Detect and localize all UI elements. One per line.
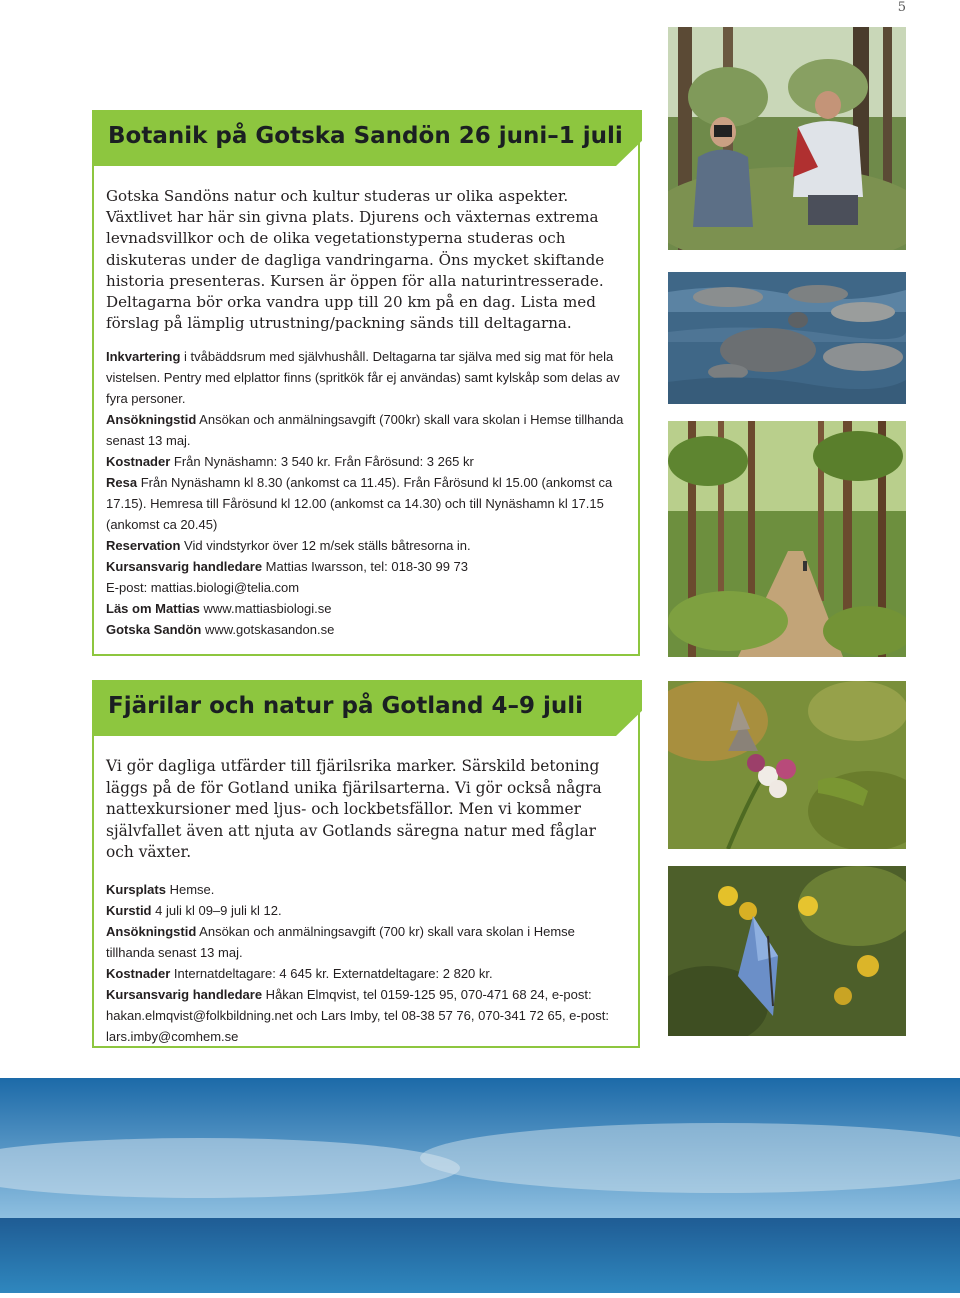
fact-label: Gotska Sandön xyxy=(106,622,202,638)
course-title: Fjärilar och natur på Gotland 4–9 juli xyxy=(108,693,583,719)
course-card-botanik xyxy=(92,110,640,656)
fact-label: Kursplats xyxy=(106,881,166,897)
website-link[interactable]: www.gotskasandon.se xyxy=(201,622,335,638)
fact-text: Från Nynäshamn: 3 540 kr. Från Fårösund: 3 265 kr xyxy=(170,454,474,470)
fact-ansokningstid xyxy=(106,921,624,963)
fact-label: Kursansvarig handledare xyxy=(106,986,263,1002)
email-link[interactable]: E-post: mattias.biologi@telia.com xyxy=(106,580,300,596)
course-body xyxy=(106,186,624,640)
photo-seals xyxy=(668,272,906,404)
fact-text: Från Nynäshamn kl 8.30 (ankomst ca 11.45). Från Fårösund kl 15.00 (ankomst ca 17.15). Hemresa till Fårösund kl 12.00 (ankomst ca 14.30) och till Nynäshamn kl 17.15 (ankomst ca 20.45) xyxy=(106,475,613,533)
course-intro: Vi gör dagliga utfärder till fjärilsrika marker. Särskild betoning läggs på de för Gotland unika fjärilsarterna. Vi gör också några nattexkursioner med ljus- och lockbetsfällor. Men vi kommer självfallet även att njuta av Gotlands säregna natur med fåglar och växter. xyxy=(106,757,602,861)
fact-kostnader xyxy=(106,963,624,984)
fact-text: Internatdeltagare: 4 645 kr. Externatdeltagare: 2 820 kr. xyxy=(170,965,493,981)
fact-label: Inkvartering xyxy=(106,349,181,365)
photo-blue-butterfly xyxy=(668,866,906,1036)
fact-text: Mattias Iwarsson, tel: 018-30 99 73 xyxy=(262,559,469,575)
fact-text: Håkan Elmqvist, tel 0159-125 95, 070-471 68 24, e-post: hakan.elmqvist@folkbildning.net och Lars Imby, tel 08-38 57 76, 070-341 72 65, e-post: lars.imby@comhem.se xyxy=(106,986,609,1044)
fact-label: Ansökningstid xyxy=(106,923,197,939)
website-link[interactable]: www.mattiasbiologi.se xyxy=(199,601,332,617)
fact-text: 4 juli kl 09–9 juli kl 12. xyxy=(151,902,282,918)
fact-text: Ansökan och anmälningsavgift (700 kr) skall vara skolan i Hemse tillhanda senast 13 maj. xyxy=(106,923,575,960)
sea-photo xyxy=(0,1078,960,1293)
fact-label: Läs om Mattias xyxy=(106,601,200,617)
photo-forest-people xyxy=(668,27,906,250)
fact-label: Resa xyxy=(106,475,138,491)
course-title: Botanik på Gotska Sandön 26 juni–1 juli xyxy=(108,123,623,149)
fact-label: Kostnader xyxy=(106,454,171,470)
fact-epost xyxy=(106,577,624,598)
fact-label: Reservation xyxy=(106,538,181,554)
fact-label: Kostnader xyxy=(106,965,171,981)
fact-ansokningstid xyxy=(106,409,624,451)
fact-text: Ansökan och anmälningsavgift (700kr) skall vara skolan i Hemse tillhanda senast 13 maj. xyxy=(106,412,624,449)
fact-label: Kursansvarig handledare xyxy=(106,559,263,575)
fact-text: Vid vindstyrkor över 12 m/sek ställs båtresorna in. xyxy=(180,538,471,554)
photo-butterfly-flower xyxy=(668,681,906,849)
fact-text: Hemse. xyxy=(165,881,215,897)
fact-reservation xyxy=(106,535,624,556)
fact-text: i tvåbäddsrum med självhushåll. Deltagarna tar själva med sig mat för hela vistelsen. Pentry med elplattor finns (spritkök får ej användas) samt kylskåp som delas av fyra personer. xyxy=(106,349,620,407)
photo-forest-path xyxy=(668,421,906,657)
page-number: 5 xyxy=(897,0,906,15)
fact-kursplats xyxy=(106,879,624,900)
fact-inkvartering xyxy=(106,346,624,409)
fact-las-om xyxy=(106,598,624,619)
fact-gotska-sandon xyxy=(106,619,624,640)
fact-label: Ansökningstid xyxy=(106,412,197,428)
course-intro: Gotska Sandöns natur och kultur studeras ur olika aspekter. Växtlivet har här sin givna plats. Djurens och växternas extrema levnadsvillkor och de olika vegetationstyperna studeras och diskuteras under de dagliga vandringarna. Öns mycket skiftande historia presenteras. Kursen är öppen för alla naturintresserade. Deltagarna bör orka vandra upp till 20 km på en dag. Lista med förslag på lämplig utrustning/packning sänds till deltagarna. xyxy=(106,187,605,333)
fact-kostnader xyxy=(106,451,624,472)
fact-kurstid xyxy=(106,900,624,921)
course-card-fjarilar xyxy=(92,680,640,1048)
fact-label: Kurstid xyxy=(106,902,152,918)
fact-handledare xyxy=(106,556,624,577)
fact-handledare xyxy=(106,984,624,1047)
fact-resa xyxy=(106,472,624,535)
course-body xyxy=(106,756,624,1047)
